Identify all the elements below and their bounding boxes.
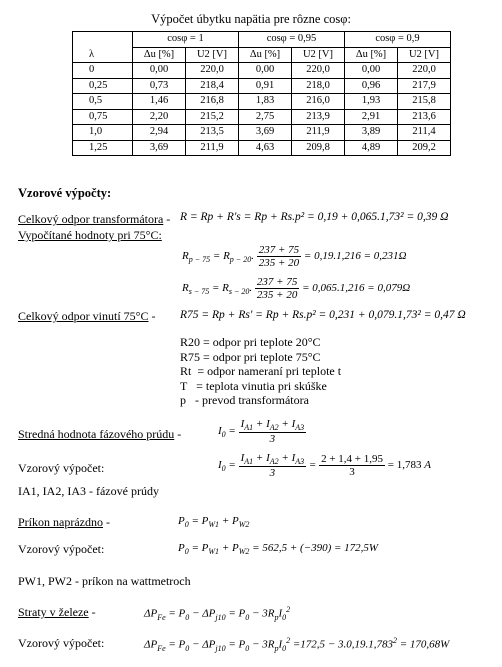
- total-resistance-formula: R = Rp + R's = Rp + Rs.p² = 0,19 + 0,065.1,73² = 0,39 Ω: [180, 211, 449, 223]
- table-cell: 4,63: [239, 140, 292, 156]
- table-cell: 215,8: [398, 94, 451, 110]
- table-cell: 0,73: [133, 78, 186, 94]
- group-header: cosφ = 1: [133, 32, 239, 48]
- iron-loss-calc: $\Delta P_{Fe} = P_0 - \Delta P_{j10} = P_0 - 3R_pI_0^2 =172,5 - 3.0,19.1,783^2 = 170,68W$: [144, 636, 450, 653]
- table-body: [73, 63, 451, 156]
- iron-loss-formula: $\Delta P_{Fe} = P_0 - \Delta P_{j10} = P_0 - 3R_pI_0^2$: [144, 605, 291, 622]
- table-row: [73, 125, 451, 141]
- computed-75-label: Vypočítané hodnoty pri 75°C:: [18, 228, 162, 242]
- group-header: cosφ = 0,9: [345, 32, 451, 48]
- lambda-cell: 0: [73, 63, 133, 79]
- subheader: U2 [V]: [292, 47, 345, 63]
- phase-current-formula: $I_0$ = $\frac{I_{A1} + I_{A2} + I_{A3}}{3}$: [218, 418, 305, 446]
- winding-label: Celkový odpor vinutí 75°C: [18, 309, 149, 323]
- table-cell: 2,94: [133, 125, 186, 141]
- table-cell: 1,93: [345, 94, 398, 110]
- table-cell: 216,8: [186, 94, 239, 110]
- table-cell: 0,91: [239, 78, 292, 94]
- winding-row: Celkový odpor vinutí 75°C -: [18, 309, 156, 323]
- legend-block: [180, 335, 341, 408]
- sample-label-3: Vzorový výpočet:: [18, 636, 105, 650]
- table-cell: 2,75: [239, 109, 292, 125]
- table-cell: 4,89: [345, 140, 398, 156]
- phase-current-label: Stredná hodnota fázového prúdu: [18, 427, 175, 441]
- table-cell: 0,96: [345, 78, 398, 94]
- lambda-cell: 0,25: [73, 78, 133, 94]
- subheader: U2 [V]: [398, 47, 451, 63]
- voltage-drop-table: [72, 31, 451, 156]
- winding-formula: R75 = Rp + Rs' = Rp + Rs.p² = 0,231 + 0,079.1,73² = 0,47 Ω: [180, 309, 466, 321]
- table-cell: 209,2: [398, 140, 451, 156]
- table-corner: [73, 32, 133, 48]
- table-cell: 215,2: [186, 109, 239, 125]
- phase-current-row: Stredná hodnota fázového prúdu -: [18, 427, 182, 441]
- wattmeter-note: PW1, PW2 - príkon na wattmetroch: [18, 574, 191, 588]
- table-cell: 1,83: [239, 94, 292, 110]
- section-heading: Vzorové výpočty:: [18, 186, 112, 200]
- table-cell: 1,46: [133, 94, 186, 110]
- legend-item: R75 = odpor pri teplote 75°C: [180, 349, 321, 364]
- iron-loss-row: Straty v železe -: [18, 605, 96, 619]
- table-cell: 218,4: [186, 78, 239, 94]
- lambda-cell: 0,5: [73, 94, 133, 110]
- table-caption: Výpočet úbytku napätia pre rôzne cosφ:: [151, 12, 351, 26]
- rs75-formula: $R_{s - 75} = R_{s - 20}$. $\frac{237 + 75}{235 + 20}$ = 0,065.1,216 = 0,079Ω: [182, 276, 411, 301]
- lambda-cell: 0,75: [73, 109, 133, 125]
- lambda-header: λ: [73, 47, 133, 63]
- table-cell: 220,0: [398, 63, 451, 79]
- noload-power-row: Príkon naprázdno -: [18, 515, 110, 529]
- noload-power-label: Príkon naprázdno: [18, 515, 103, 529]
- table-cell: 217,9: [398, 78, 451, 94]
- table-cell: 3,69: [239, 125, 292, 141]
- legend-item: T = teplota vinutia pri skúške: [180, 378, 327, 393]
- table-cell: 211,9: [186, 140, 239, 156]
- noload-power-formula: $P_0 = P_{W1} + P_{W2}$: [178, 515, 250, 530]
- table-cell: 220,0: [292, 63, 345, 79]
- group-header: cosφ = 0,95: [239, 32, 345, 48]
- table-row: [73, 63, 451, 79]
- table-row: [73, 78, 451, 94]
- sample-label: Vzorový výpočet:: [18, 461, 105, 475]
- table-row: [73, 94, 451, 110]
- table-cell: 0,00: [345, 63, 398, 79]
- table-cell: 211,9: [292, 125, 345, 141]
- sample-label-2: Vzorový výpočet:: [18, 542, 105, 556]
- rp75-formula: $R_{p - 75} = R_{p - 20}$. $\frac{237 + 75}{235 + 20}$ = 0,19.1,216 = 0,231Ω: [182, 244, 407, 269]
- table-cell: 209,8: [292, 140, 345, 156]
- iron-loss-label: Straty v železe: [18, 605, 89, 619]
- total-resistance-label: Celkový odpor transformátora: [18, 212, 164, 226]
- legend-item: Rt = odpor nameraní pri teplote t: [180, 364, 342, 378]
- table-cell: 213,9: [292, 109, 345, 125]
- legend-item: R20 = odpor pri teplote 20°C: [180, 335, 321, 349]
- table-cell: 213,6: [398, 109, 451, 125]
- legend-item: p - prevod transformátora: [180, 393, 309, 407]
- table-cell: 0,00: [133, 63, 186, 79]
- table-cell: 2,91: [345, 109, 398, 125]
- table-cell: 216,0: [292, 94, 345, 110]
- table-row: [73, 109, 451, 125]
- subheader: Δu [%]: [345, 47, 398, 63]
- lambda-cell: 1,0: [73, 125, 133, 141]
- table-cell: 2,20: [133, 109, 186, 125]
- table-cell: 3,89: [345, 125, 398, 141]
- table-cell: 0,00: [239, 63, 292, 79]
- total-resistance-row: Celkový odpor transformátora -: [18, 212, 171, 226]
- table-cell: 211,4: [398, 125, 451, 141]
- noload-power-calc: $P_0 = P_{W1} + P_{W2} = 562,5 + (-390) = 172,5W$: [178, 542, 379, 557]
- lambda-cell: 1,25: [73, 140, 133, 156]
- subheader: Δu [%]: [133, 47, 186, 63]
- table-cell: 218,0: [292, 78, 345, 94]
- table-cell: 3,69: [133, 140, 186, 156]
- table-cell: 220,0: [186, 63, 239, 79]
- subheader: U2 [V]: [186, 47, 239, 63]
- subheader: Δu [%]: [239, 47, 292, 63]
- phase-current-calc: $I_0$ = $\frac{I_{A1} + I_{A2} + I_{A3}}{3}$ = $\frac{2 + 1,4 + 1,95}{3}$ = 1,783 A: [218, 452, 431, 480]
- table-row: [73, 140, 451, 156]
- table-cell: 213,5: [186, 125, 239, 141]
- phase-current-note: IA1, IA2, IA3 - fázové prúdy: [18, 484, 159, 498]
